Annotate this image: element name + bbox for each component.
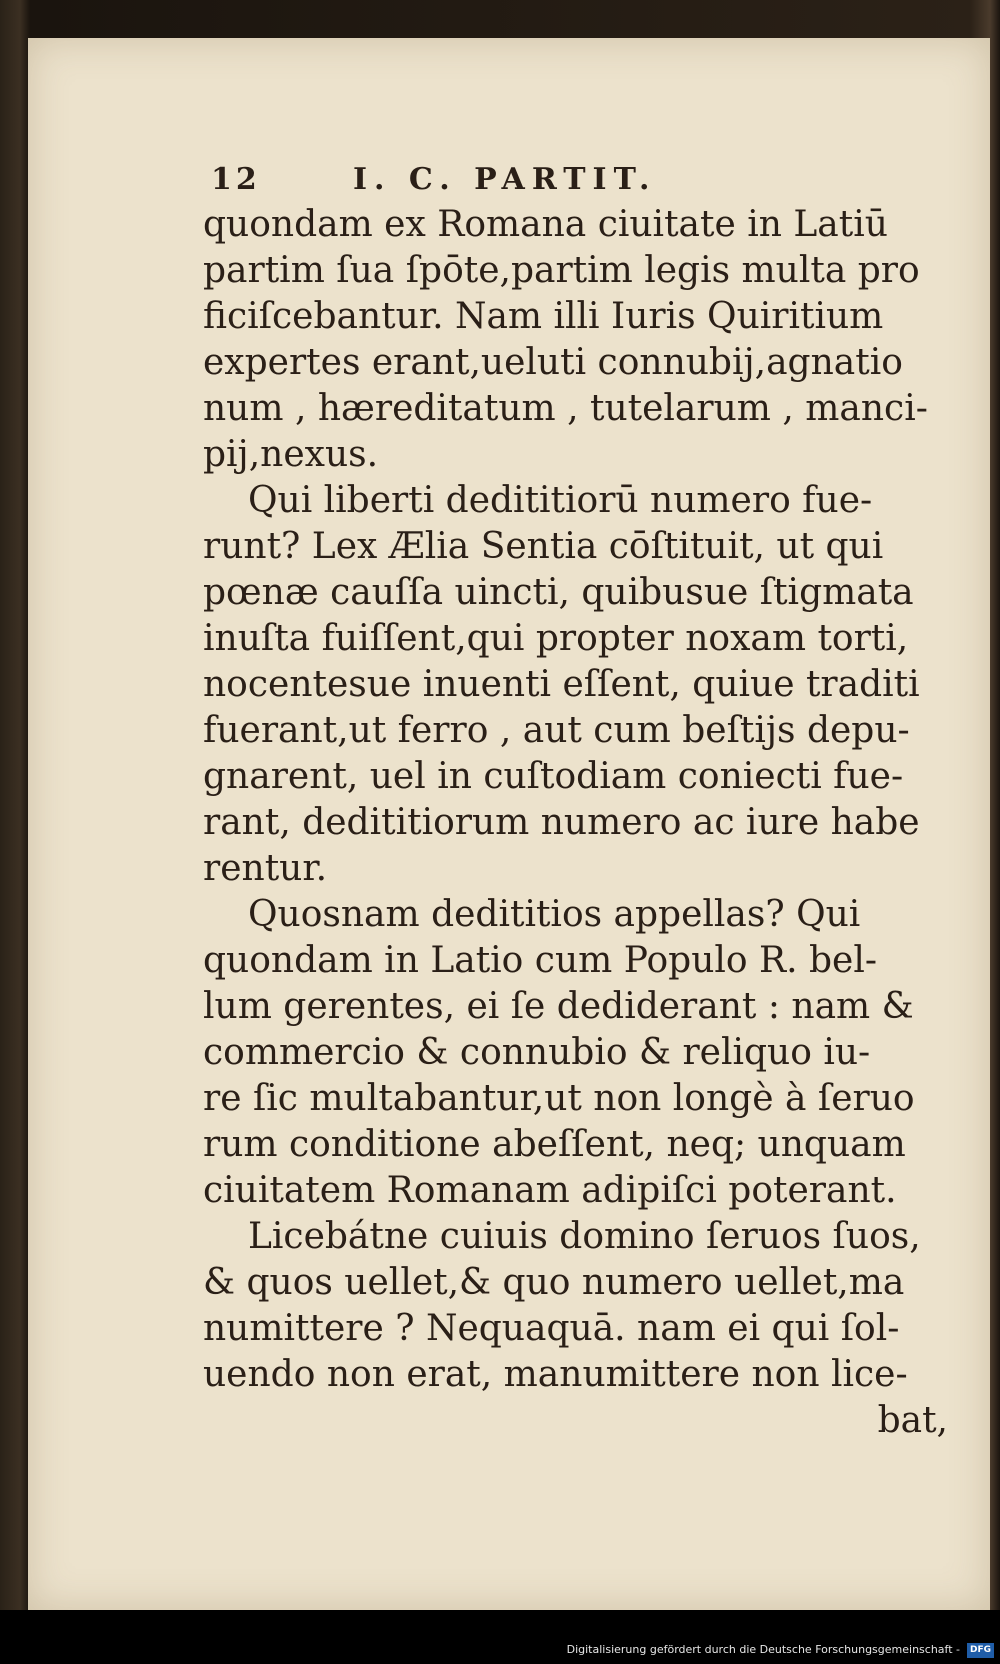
digitization-credit: Digitalisierung gefördert durch die Deutsche Forschungsgemeinschaft - bbox=[566, 1643, 960, 1656]
text-line: partim ſua ſpōte,partim legis multa pro bbox=[203, 250, 920, 291]
text-line: pij,nexus. bbox=[203, 434, 379, 475]
text-line: inuſta fuiſſent,qui propter noxam torti, bbox=[203, 618, 909, 659]
text-line: quondam in Latio cum Populo R. bel- bbox=[203, 940, 878, 981]
text-line: & quos uellet,& quo numero uellet,ma bbox=[203, 1262, 905, 1303]
text-line: re ſic multabantur,ut non longè à ſeruo bbox=[203, 1078, 915, 1119]
text-line: rentur. bbox=[203, 848, 328, 889]
text-line: fuerant,ut ferro , aut cum beſtijs depu- bbox=[203, 710, 910, 751]
dfg-logo: DFG bbox=[967, 1643, 994, 1658]
footer-bar bbox=[0, 1614, 1000, 1664]
text-line: expertes erant,ueluti connubij,agnatio bbox=[203, 342, 903, 383]
paragraph-start-line: Qui liberti dedititiorū numero fue- bbox=[248, 480, 873, 521]
text-line: rant, dedititiorum numero ac iure habe bbox=[203, 802, 920, 843]
page-text-block bbox=[203, 158, 948, 1444]
text-line: gnarent, uel in cuſtodiam coniecti fue- bbox=[203, 756, 904, 797]
running-title: I. C. PARTIT. bbox=[353, 162, 657, 197]
text-line: ciuitatem Romanam adipiſci poterant. bbox=[203, 1170, 897, 1211]
page-number: 12 bbox=[211, 162, 261, 197]
text-line: rum conditione abeſſent, neq; unquam bbox=[203, 1124, 906, 1165]
text-line: runt? Lex Ælia Sentia cōſtituit, ut qui bbox=[203, 526, 884, 567]
book-page bbox=[28, 38, 990, 1610]
text-line: lum gerentes, ei ſe dediderant : nam & bbox=[203, 986, 914, 1027]
text-line: quondam ex Romana ciuitate in Latiū bbox=[203, 204, 888, 245]
paragraph-start-line: Licebátne cuiuis domino ſeruos ſuos, bbox=[248, 1216, 921, 1257]
text-line: pœnæ cauſſa uincti, quibusue ſtigmata bbox=[203, 572, 914, 613]
running-head bbox=[203, 158, 948, 202]
text-line: commercio & connubio & reliquo iu- bbox=[203, 1032, 871, 1073]
text-line: numittere ? Nequaquā. nam ei qui ſol- bbox=[203, 1308, 900, 1349]
catchword: bat, bbox=[877, 1400, 948, 1441]
paragraph-start-line: Quosnam dedititios appellas? Qui bbox=[248, 894, 861, 935]
text-line: uendo non erat, manumittere non lice- bbox=[203, 1354, 908, 1395]
text-line: num , hæreditatum , tutelarum , manci- bbox=[203, 388, 928, 429]
text-line: ficiſcebantur. Nam illi Iuris Quiritium bbox=[203, 296, 884, 337]
text-line: nocentesue inuenti eſſent, quiue traditi bbox=[203, 664, 920, 705]
